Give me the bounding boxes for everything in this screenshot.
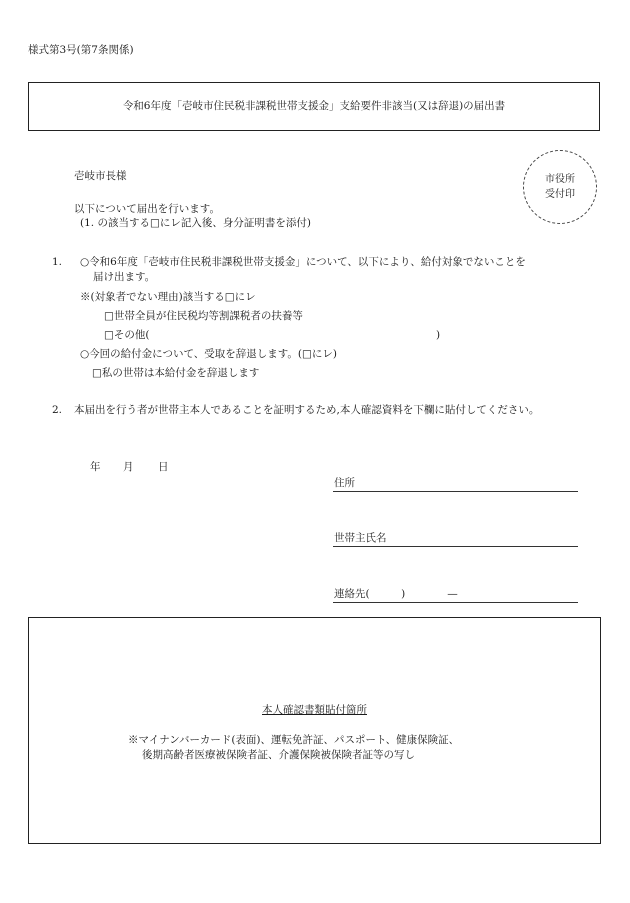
reason-other-close: ) [436,329,441,341]
paste-area-note-2: 後期高齢者医療被保険者証、介護保険被保険者証等の写し [142,749,415,761]
paste-area-title: 本人確認書類貼付箇所 [262,704,367,716]
item1-line-1: ○令和6年度「壱岐市住民税非課税世帯支援金」について、以下により、給付対象でないことを [80,256,526,268]
date-month: 月 [123,461,134,473]
address-label: 住所 [334,476,355,489]
date-day: 日 [158,461,169,473]
contact-field[interactable] [333,589,578,603]
householder-name-field[interactable] [333,533,578,547]
contact-label: 連絡先( ) — [334,587,458,600]
form-number: 様式第3号(第7条関係) [28,44,134,56]
paste-area-note-1: ※マイナンバーカード(表面)、運転免許証、パスポート、健康保険証、 [128,734,460,746]
reason-checkbox-other[interactable]: □その他( [104,329,150,341]
reason-checkbox-dependent[interactable]: □世帯全員が住民税均等割課税者の扶養等 [104,310,303,322]
id-document-paste-area [28,617,601,844]
item1-line-2: 届け出ます。 [93,271,156,283]
title-box [28,82,600,131]
item2-number: 2. [52,404,63,416]
date-year: 年 [90,461,101,473]
decline-checkbox[interactable]: □私の世帯は本給付金を辞退します [92,367,260,379]
addressee: 壱岐市長様 [74,170,127,182]
stamp-label-office: 市役所 [545,174,575,185]
document-title: 令和6年度「壱岐市住民税非課税世帯支援金」支給要件非該当(又は辞退)の届出書 [122,99,506,112]
reason-header: ※(対象者でない理由)該当する□にレ [80,291,256,303]
reception-stamp-area [523,150,597,224]
item2-text: 本届出を行う者が世帯主本人であることを証明するため,本人確認資料を下欄に貼付してください。 [74,404,540,416]
decline-line: ○今回の給付金について、受取を辞退します。(□にレ) [80,348,338,360]
stamp-label-receipt: 受付印 [545,189,575,200]
intro-line-2: (1. の該当する□にレ記入後、身分証明書を添付) [80,217,311,229]
address-field[interactable] [333,478,578,492]
item1-number: 1. [52,256,63,268]
intro-line-1: 以下について届出を行います。 [74,203,220,215]
householder-name-label: 世帯主氏名 [334,531,387,544]
